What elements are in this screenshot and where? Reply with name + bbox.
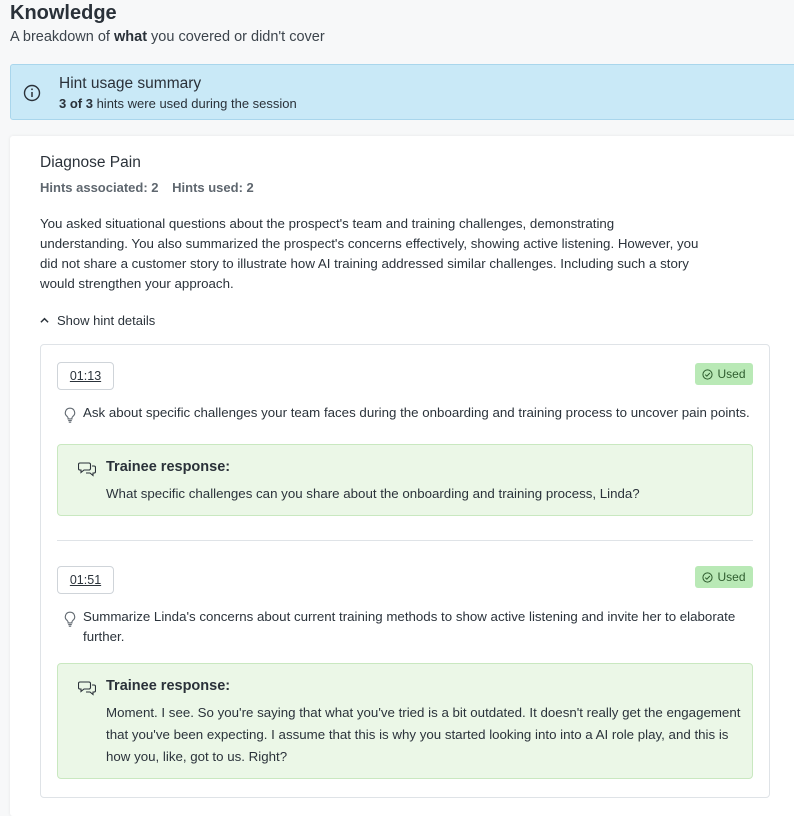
chat-bubbles-icon <box>78 461 96 477</box>
show-hint-details-toggle[interactable] <box>40 313 155 328</box>
hint-stats <box>40 180 254 195</box>
knowledge-card <box>10 136 794 816</box>
lightbulb-icon <box>63 407 77 423</box>
trainee-response <box>57 444 753 516</box>
response-text: Moment. I see. So you're saying that what you've tried is a bit outdated. It doesn't really get the engagement that you've been expecting. I assume that this is why you started looking into into a AI role play, and this is how you, like, got to us. Right? <box>106 705 741 764</box>
hints-associated: Hints associated: 2 <box>40 180 159 195</box>
hint-details-list <box>40 344 770 798</box>
summary-title: Hint usage summary <box>59 75 202 92</box>
summary-text-rest: hints were used during the session <box>92 96 297 111</box>
status-badge <box>695 363 753 385</box>
page-subtitle <box>10 29 325 45</box>
hint-text: Summarize Linda's concerns about current training methods to show active listening and invite her to elaborate further. <box>83 609 736 644</box>
hint-text: Ask about specific challenges your team faces during the onboarding and training process to uncover pain points. <box>83 405 750 420</box>
chevron-up-icon <box>40 316 49 325</box>
response-label: Trainee response: <box>106 678 231 694</box>
subtitle-prefix: A breakdown of <box>10 29 114 45</box>
lightbulb-icon <box>63 611 77 627</box>
subtitle-suffix: you covered or didn't cover <box>147 29 325 45</box>
response-text: What specific challenges can you share about the onboarding and training process, Linda? <box>106 486 640 501</box>
summary-text <box>59 96 297 111</box>
toggle-label: Show hint details <box>57 313 156 328</box>
hints-used: Hints used: 2 <box>172 180 254 195</box>
section-description: You asked situational questions about the prospect's team and training challenges, demonstrating understanding. You also summarized the prospect's concerns effectively, showing active listening. However, you did not share a customer story to illustrate how AI training addressed similar challenges. Including such a story would strengthen your approach. <box>40 216 699 291</box>
timestamp-link[interactable]: 01:51 <box>57 566 114 594</box>
subtitle-bold: what <box>114 29 148 45</box>
status-badge <box>695 566 753 588</box>
check-circle-icon <box>702 572 713 583</box>
section-title: Diagnose Pain <box>40 154 141 171</box>
timestamp-link[interactable]: 01:13 <box>57 362 114 390</box>
status-label: Used <box>717 570 746 584</box>
hint-usage-summary <box>10 64 794 120</box>
status-label: Used <box>717 367 746 381</box>
chat-bubbles-icon <box>78 680 96 696</box>
hint-divider <box>57 540 753 541</box>
check-circle-icon <box>702 369 713 380</box>
response-label: Trainee response: <box>106 459 231 475</box>
info-icon <box>23 84 41 102</box>
trainee-response <box>57 663 753 779</box>
summary-count: 3 of 3 <box>59 96 93 111</box>
page-title: Knowledge <box>10 2 117 24</box>
